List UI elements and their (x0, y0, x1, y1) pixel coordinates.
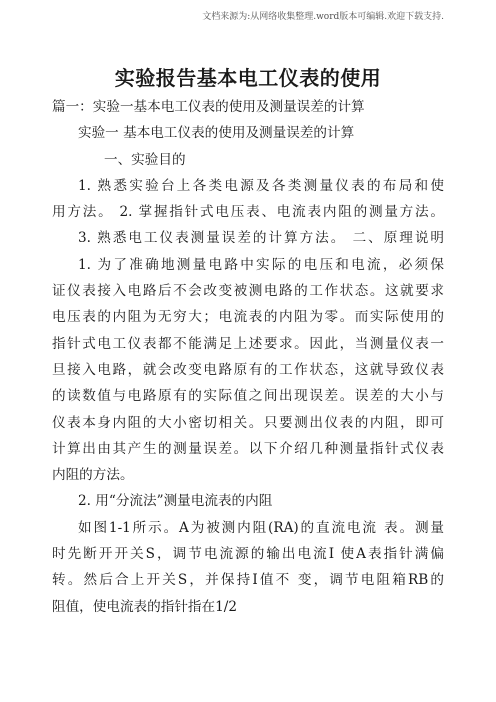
paragraph-line: 指针式电工仪表都不能满足上述要求。因此，当测量仪表一 (52, 335, 444, 352)
paragraph-line: 用方法。 2. 掌握指针式电压表、电流表内阻的测量方法。 (52, 204, 444, 221)
section-heading: 篇一：实验一基本电工仪表的使用及测量误差的计算 (52, 99, 365, 115)
paragraph-line: 电压表的内阻为无穷大；电流表的内阻为零。而实际使用的 (52, 309, 444, 326)
paragraph-line: 转。然后合上开关S，并保持I值不 变，调节电阻箱RB的 (52, 572, 444, 589)
paragraph-line: 证仪表接入电路后不会改变被测电路的工作状态。这就要求 (52, 283, 444, 300)
paragraph-line: 内阻的方法。 (52, 467, 134, 484)
subsection-heading: 一、实验目的 (104, 151, 186, 168)
document-title: 实验报告基本电工仪表的使用 (114, 66, 382, 90)
source-note: 文档来源为:从网络收集整理.word版本可编辑.欢迎下载支持. (202, 12, 444, 22)
subsection-heading: 2. 用“分流法”测量电流表的内阻 (78, 493, 273, 510)
paragraph-line: 计算出由其产生的测量误差。以下介绍几种测量指针式仪表 (52, 440, 444, 457)
paragraph-line: 1. 为了准确地测量电路中实际的电压和电流，必须保 (78, 256, 444, 273)
paragraph-line: 仪表本身内阻的大小密切相关。只要测出仪表的内阻，即可 (52, 414, 444, 431)
paragraph-line: 3. 熟悉电工仪表测量误差的计算方法。 二、原理说明 (78, 230, 444, 247)
paragraph-line: 时先断开开关S，调节电流源的输出电流I 使A表指针满偏 (52, 546, 444, 563)
paragraph-line: 的读数值与电路原有的实际值之间出现误差。误差的大小与 (52, 388, 444, 405)
paragraph-line: 阻值，使电流表的指针指在1/2 (52, 598, 238, 615)
paragraph-line: 旦接入电路，就会改变电路原有的工作状态，这就导致仪表 (52, 361, 444, 378)
document-body (52, 94, 444, 620)
paragraph-line: 1. 熟悉实验台上各类电源及各类测量仪表的布局和使 (78, 177, 444, 194)
experiment-title: 实验一 基本电工仪表的使用及测量误差的计算 (78, 125, 355, 142)
paragraph-line: 如图1-1所示。A为被测内阻(RA)的直流电流 表。测量 (78, 519, 444, 536)
